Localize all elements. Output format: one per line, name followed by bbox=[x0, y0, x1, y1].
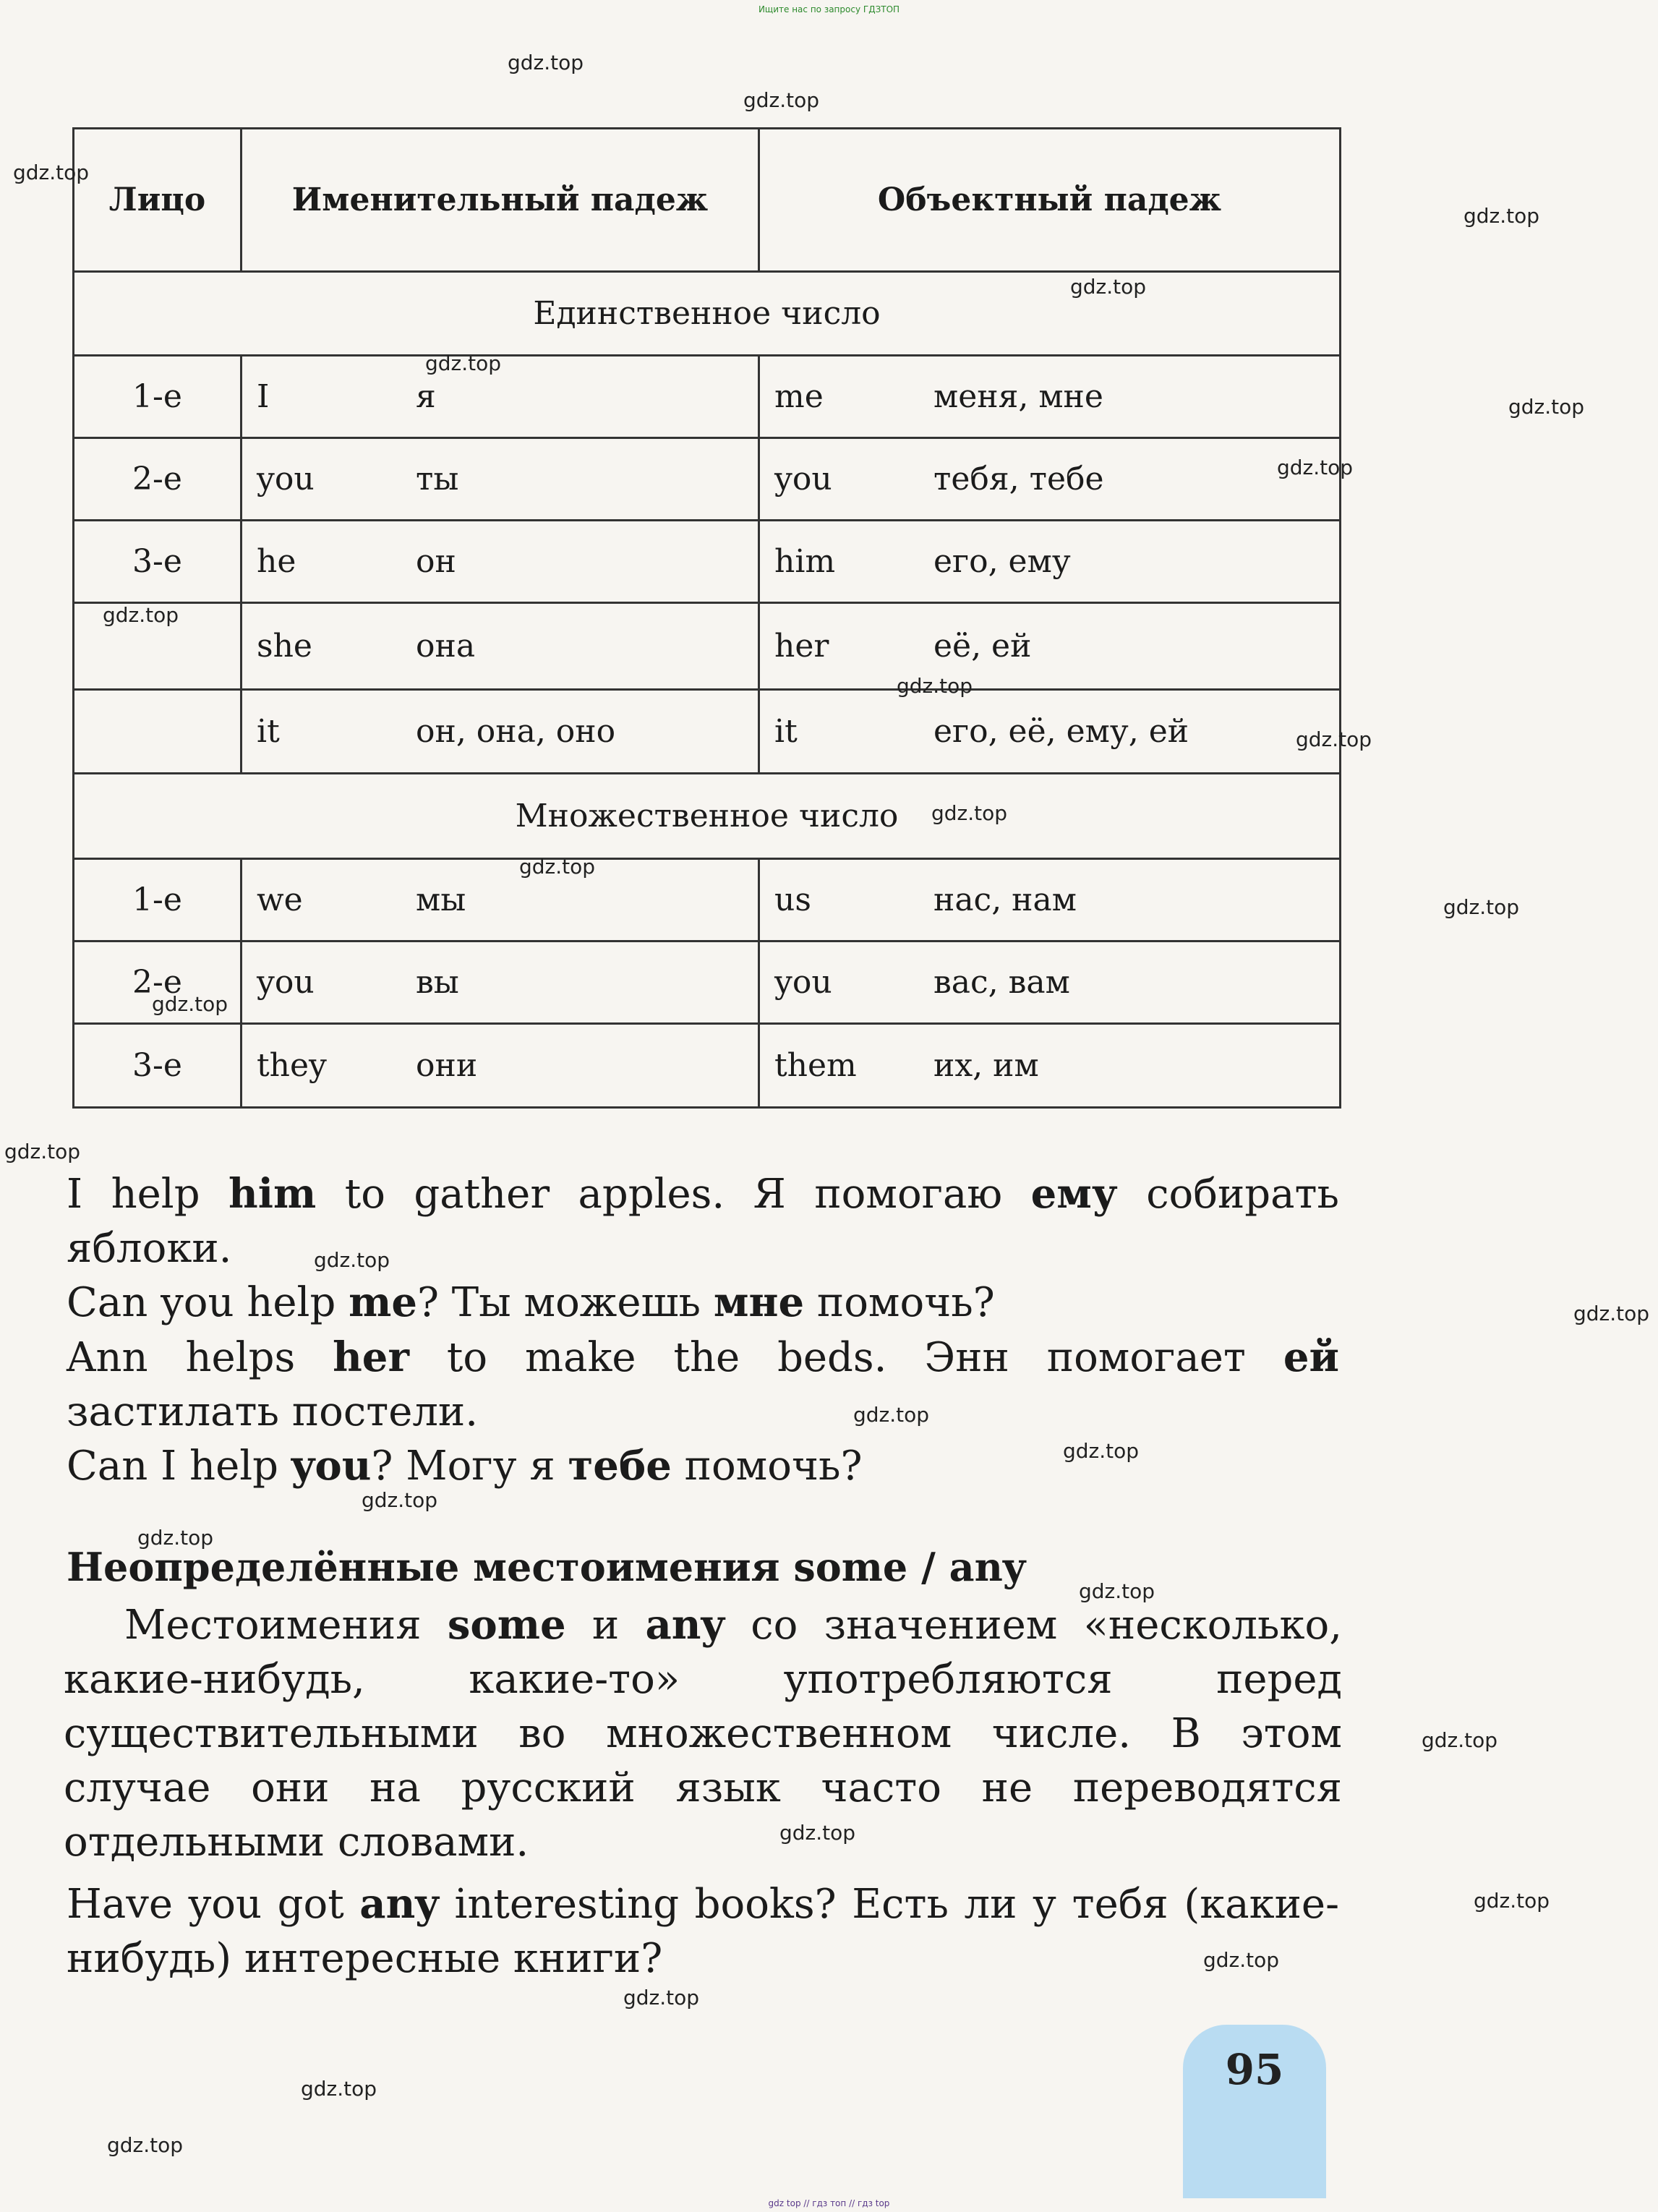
nominative-ru: он bbox=[416, 543, 456, 580]
nominative-en: I bbox=[257, 378, 270, 415]
objective-cell bbox=[759, 690, 1341, 774]
table-row bbox=[74, 859, 1341, 941]
table-row bbox=[74, 603, 1341, 690]
singular-label: Единственное число bbox=[74, 272, 1341, 356]
example-2: Can you help me? Ты можешь мне помочь? bbox=[67, 1278, 995, 1326]
objective-en: you bbox=[774, 964, 832, 1001]
watermark: gdz.top bbox=[1063, 1439, 1140, 1463]
nominative-ru: вы bbox=[416, 964, 459, 1001]
watermark: gdz.top bbox=[1070, 275, 1147, 299]
section-paragraph: Местоимения some и any со значением «несколько, какие-нибудь, какие-то» употребляются перед существительными во множественном числе. В этом случае они на русский язык часто не переводятся отдельными словами. bbox=[64, 1601, 1342, 1866]
watermark: gdz.top bbox=[1463, 204, 1540, 228]
nominative-ru: ты bbox=[416, 461, 459, 498]
objective-ru: её, ей bbox=[933, 628, 1032, 665]
plural-group-row bbox=[74, 774, 1341, 859]
page-number: 95 bbox=[1225, 2045, 1284, 2094]
nominative-cell bbox=[242, 603, 759, 690]
table-row bbox=[74, 438, 1341, 521]
watermark: gdz.top bbox=[743, 88, 820, 112]
example-4: Can I help you? Могу я тебе помочь? bbox=[67, 1442, 863, 1490]
header-person: Лицо bbox=[74, 129, 242, 272]
watermark: gdz.top bbox=[1474, 1889, 1550, 1913]
table-header-row bbox=[74, 129, 1341, 272]
watermark: gdz.top bbox=[1508, 395, 1585, 419]
person-cell: 1-е bbox=[74, 859, 242, 941]
nominative-cell bbox=[242, 1024, 759, 1108]
watermark: gdz.top bbox=[4, 1140, 81, 1163]
bottom-note: gdz top // гдз топ // гдз top bbox=[768, 2198, 890, 2208]
objective-en: her bbox=[774, 628, 829, 665]
nominative-cell bbox=[242, 438, 759, 521]
pronoun-table bbox=[72, 127, 1341, 1109]
person-cell: 2-е bbox=[74, 438, 242, 521]
nominative-en: she bbox=[257, 628, 312, 665]
objective-cell bbox=[759, 941, 1341, 1024]
nominative-ru: он, она, оно bbox=[416, 713, 616, 750]
watermark: gdz.top bbox=[1079, 1579, 1155, 1603]
watermark: gdz.top bbox=[508, 51, 584, 74]
person-cell bbox=[74, 690, 242, 774]
objective-en: him bbox=[774, 543, 836, 580]
objective-ru: его, ему bbox=[933, 543, 1071, 580]
header-objective: Объектный падеж bbox=[759, 129, 1341, 272]
objective-cell bbox=[759, 521, 1341, 603]
nominative-en: we bbox=[257, 881, 303, 918]
objective-cell bbox=[759, 438, 1341, 521]
watermark: gdz.top bbox=[103, 603, 179, 627]
watermark: gdz.top bbox=[1277, 456, 1354, 479]
nominative-cell bbox=[242, 521, 759, 603]
watermark: gdz.top bbox=[1573, 1302, 1650, 1325]
table-row bbox=[74, 1024, 1341, 1108]
nominative-en: he bbox=[257, 543, 296, 580]
watermark: gdz.top bbox=[853, 1403, 930, 1427]
person-cell: 2-е bbox=[74, 941, 242, 1024]
watermark: gdz.top bbox=[623, 1986, 700, 2010]
watermark: gdz.top bbox=[1296, 727, 1372, 751]
objective-en: them bbox=[774, 1047, 857, 1084]
plural-label: Множественное число bbox=[74, 774, 1341, 859]
watermark: gdz.top bbox=[1422, 1728, 1498, 1752]
nominative-ru: я bbox=[416, 378, 436, 415]
objective-en: you bbox=[774, 461, 832, 498]
nominative-ru: она bbox=[416, 628, 476, 665]
person-cell: 1-е bbox=[74, 356, 242, 438]
example-1: I help him to gather apples. Я помогаю ему собирать яблоки. bbox=[67, 1170, 1340, 1272]
watermark: gdz.top bbox=[107, 2133, 184, 2157]
nominative-en: you bbox=[257, 461, 315, 498]
watermark: gdz.top bbox=[137, 1526, 214, 1550]
objective-en: us bbox=[774, 881, 811, 918]
nominative-en: you bbox=[257, 964, 315, 1001]
table-row bbox=[74, 356, 1341, 438]
watermark: gdz.top bbox=[1203, 1948, 1280, 1972]
watermark: gdz.top bbox=[152, 992, 228, 1016]
header-nominative: Именительный падеж bbox=[242, 129, 759, 272]
nominative-cell bbox=[242, 941, 759, 1024]
nominative-ru: они bbox=[416, 1047, 478, 1084]
person-cell: 3-е bbox=[74, 521, 242, 603]
section-title: Неопределённые местоимения some / any bbox=[67, 1544, 1026, 1590]
watermark: gdz.top bbox=[13, 161, 90, 184]
watermark: gdz.top bbox=[301, 2077, 377, 2101]
objective-cell bbox=[759, 356, 1341, 438]
objective-cell bbox=[759, 1024, 1341, 1108]
watermark: gdz.top bbox=[931, 801, 1008, 825]
nominative-cell bbox=[242, 690, 759, 774]
objective-en: me bbox=[774, 378, 824, 415]
watermark: gdz.top bbox=[897, 674, 973, 698]
page-number-tab bbox=[1183, 2025, 1326, 2198]
example-3: Ann helps her to make the beds. Энн помогает ей застилать постели. bbox=[67, 1333, 1339, 1435]
nominative-ru: мы bbox=[416, 881, 466, 918]
objective-ru: их, им bbox=[933, 1047, 1039, 1084]
table-row bbox=[74, 521, 1341, 603]
table-row bbox=[74, 941, 1341, 1024]
nominative-cell bbox=[242, 859, 759, 941]
singular-group-row bbox=[74, 272, 1341, 356]
objective-cell bbox=[759, 603, 1341, 690]
section-example: Have you got any interesting books? Есть ли у тебя (какие-нибудь) интересные книги? bbox=[67, 1880, 1339, 1982]
watermark: gdz.top bbox=[1443, 895, 1520, 919]
table-row bbox=[74, 690, 1341, 774]
watermark: gdz.top bbox=[519, 855, 596, 879]
watermark: gdz.top bbox=[425, 351, 502, 375]
watermark: gdz.top bbox=[314, 1248, 390, 1272]
top-note: Ищите нас по запросу ГДЗТОП bbox=[758, 4, 900, 14]
objective-ru: нас, нам bbox=[933, 881, 1077, 918]
nominative-en: it bbox=[257, 713, 280, 750]
person-cell: 3-е bbox=[74, 1024, 242, 1108]
watermark: gdz.top bbox=[362, 1488, 438, 1512]
objective-ru: меня, мне bbox=[933, 378, 1103, 415]
objective-ru: тебя, тебе bbox=[933, 461, 1104, 498]
nominative-en: they bbox=[257, 1047, 327, 1084]
objective-ru: вас, вам bbox=[933, 964, 1070, 1001]
objective-ru: его, её, ему, ей bbox=[933, 713, 1189, 750]
objective-en: it bbox=[774, 713, 798, 750]
watermark: gdz.top bbox=[779, 1821, 856, 1845]
objective-cell bbox=[759, 859, 1341, 941]
